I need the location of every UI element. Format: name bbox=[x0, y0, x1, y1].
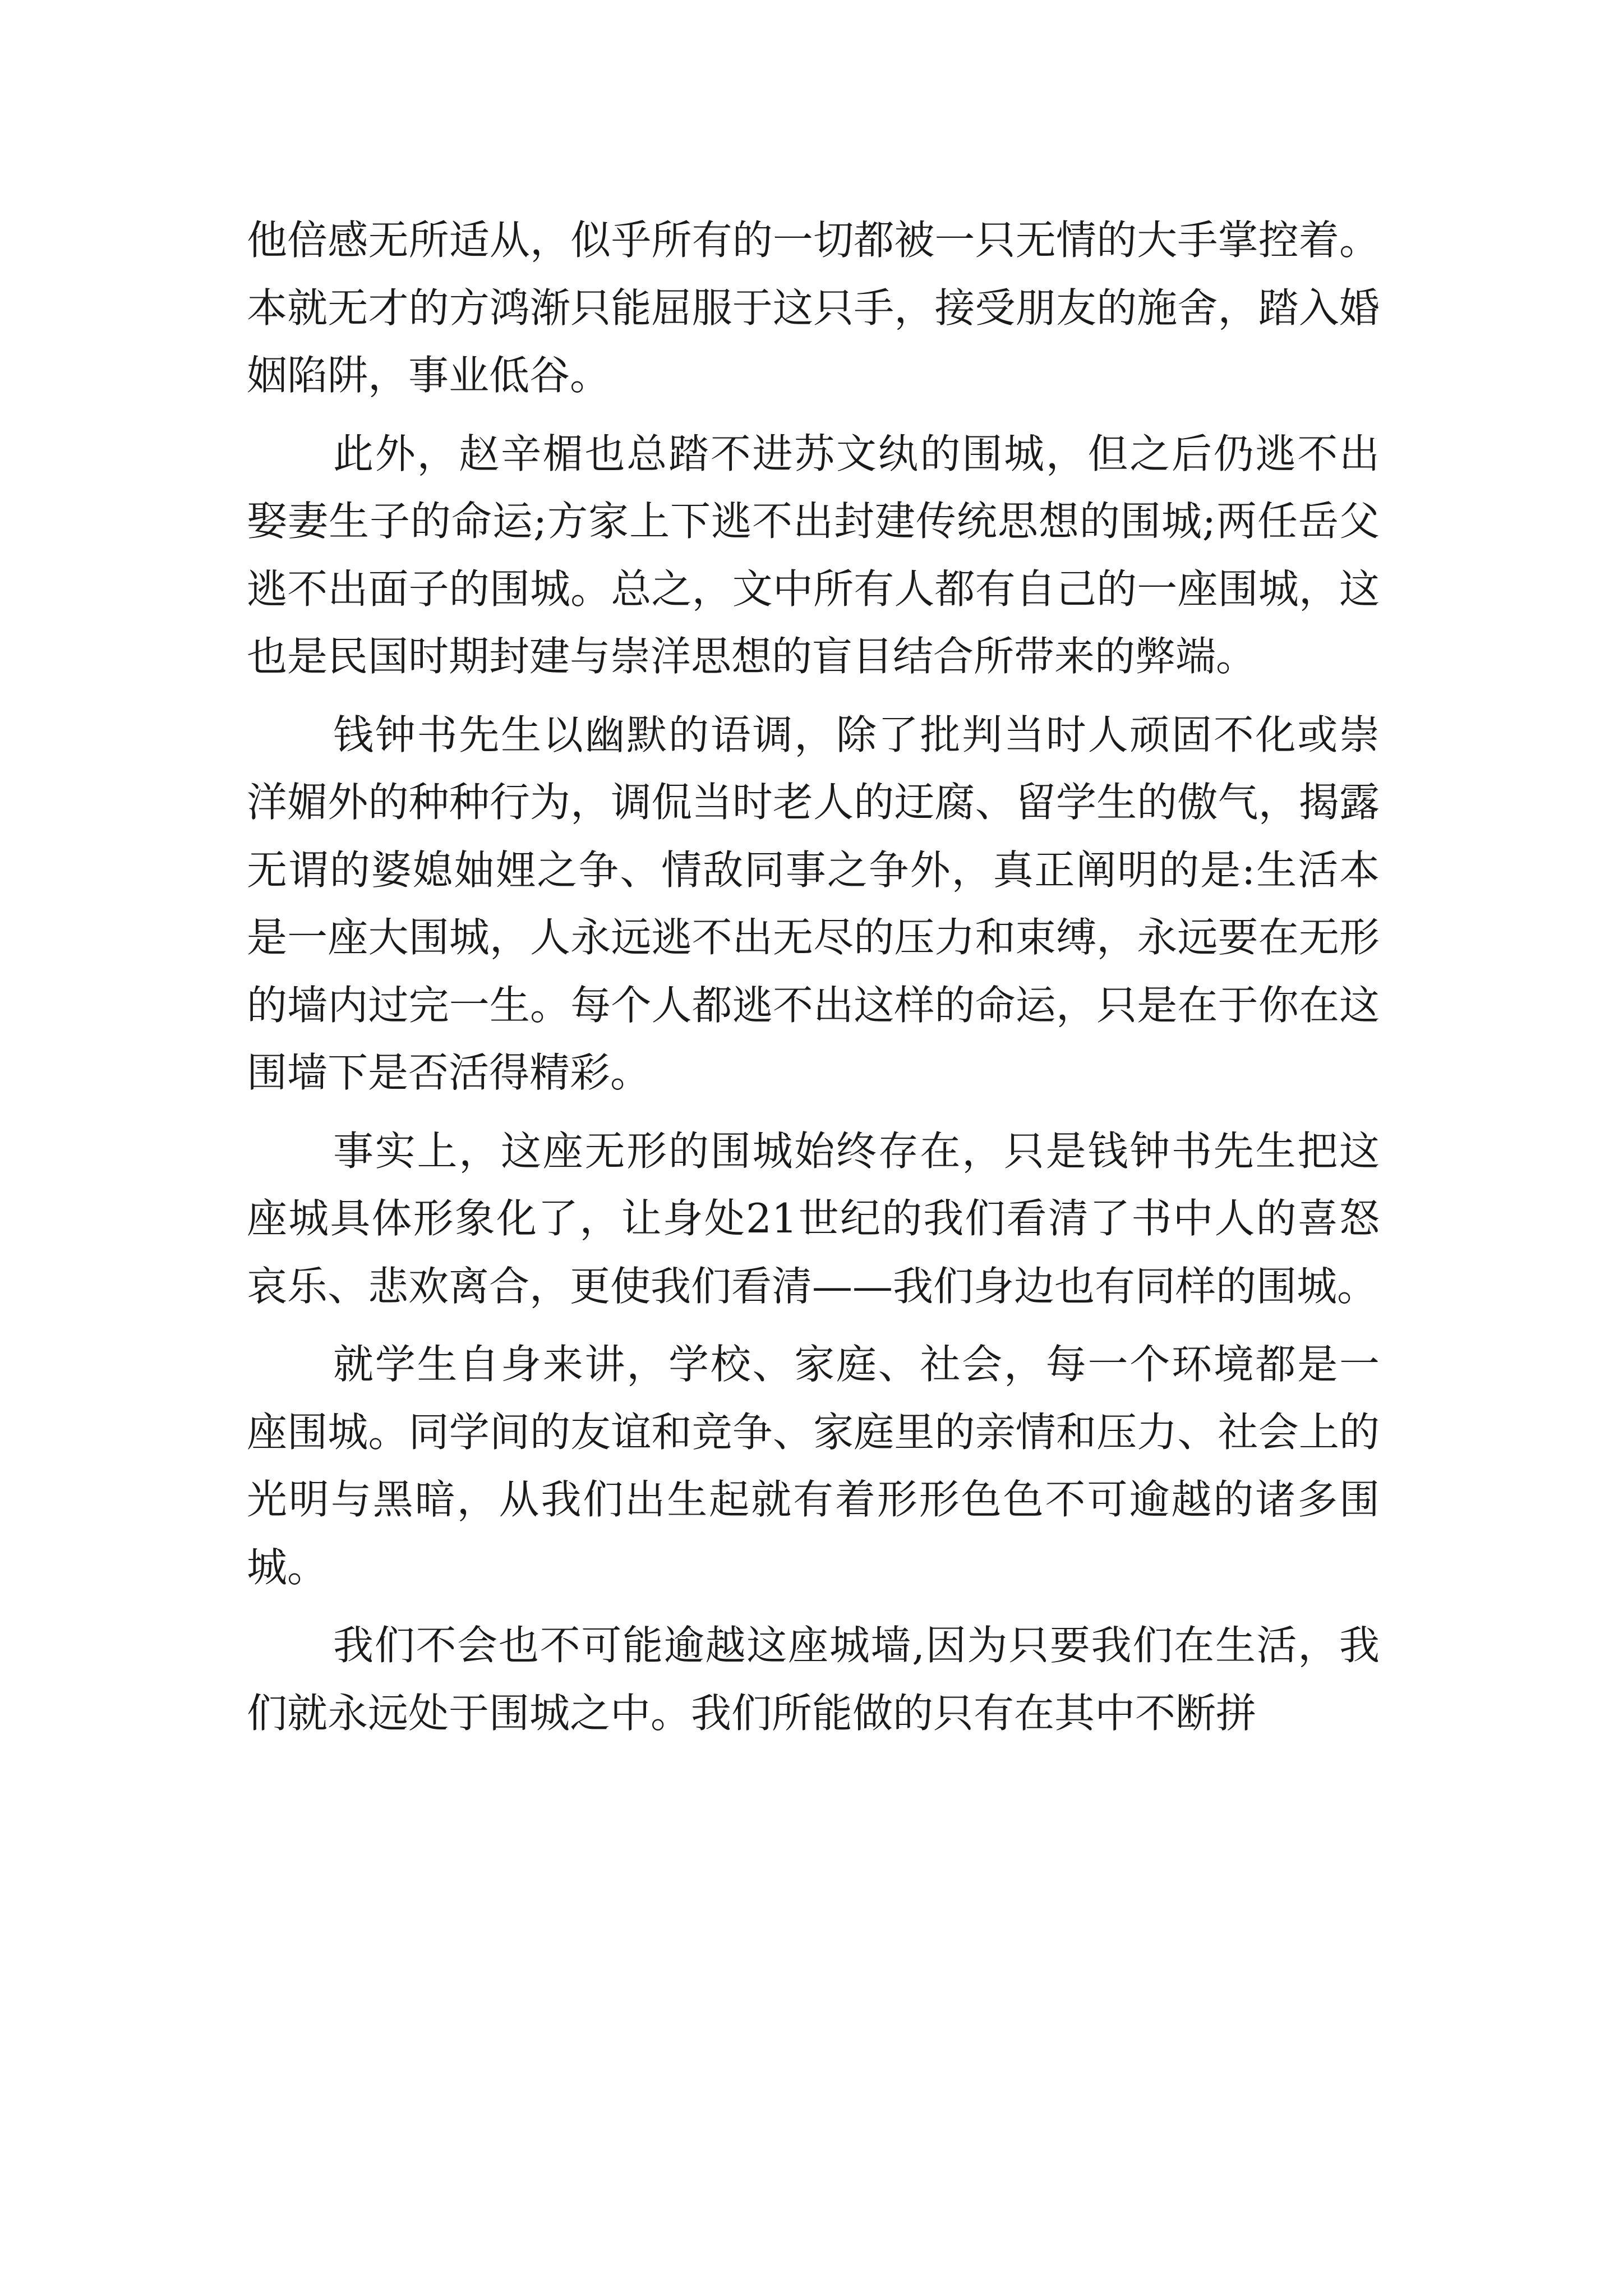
paragraph-continuation: 他倍感无所适从，似乎所有的一切都被一只无情的大手掌控着。本就无才的方鸿渐只能屈服于这只手，接受朋友的施舍，踏入婚姻陷阱，事业低谷。 bbox=[247, 217, 1380, 399]
paragraph: 就学生自身来讲，学校、家庭、社会，每一个环境都是一座围城。同学间的友谊和竞争、家庭里的亲情和压力、社会上的光明与黑暗，从我们出生起就有着形形色色不可逾越的诸多围城。 bbox=[247, 1341, 1380, 1591]
paragraph: 我们不会也不可能逾越这座城墙,因为只要我们在生活，我们就永远处于围城之中。我们所能做的只有在其中不断拼 bbox=[247, 1622, 1380, 1737]
paragraph: 此外，赵辛楣也总踏不进苏文纨的围城，但之后仍逃不出娶妻生子的命运;方家上下逃不出封建传统思想的围城;两任岳父逃不出面子的围城。总之，文中所有人都有自己的一座围城，这也是民国时期封建与崇洋思想的盲目结合所带来的弊端。 bbox=[247, 430, 1380, 680]
document-body bbox=[247, 206, 1380, 1757]
paragraph: 钱钟书先生以幽默的语调，除了批判当时人顽固不化或崇洋媚外的种种行为，调侃当时老人的迂腐、留学生的傲气，揭露无谓的婆媳妯娌之争、情敌同事之争外，真正阐明的是:生活本是一座大围城，人永远逃不出无尽的压力和束缚，永远要在无形的墙内过完一生。每个人都逃不出这样的命运，只是在于你在这围墙下是否活得精彩。 bbox=[247, 711, 1380, 1096]
paragraph: 事实上，这座无形的围城始终存在，只是钱钟书先生把这座城具体形象化了，让身处21世纪的我们看清了书中人的喜怒哀乐、悲欢离合，更使我们看清——我们身边也有同样的围城。 bbox=[247, 1127, 1380, 1310]
